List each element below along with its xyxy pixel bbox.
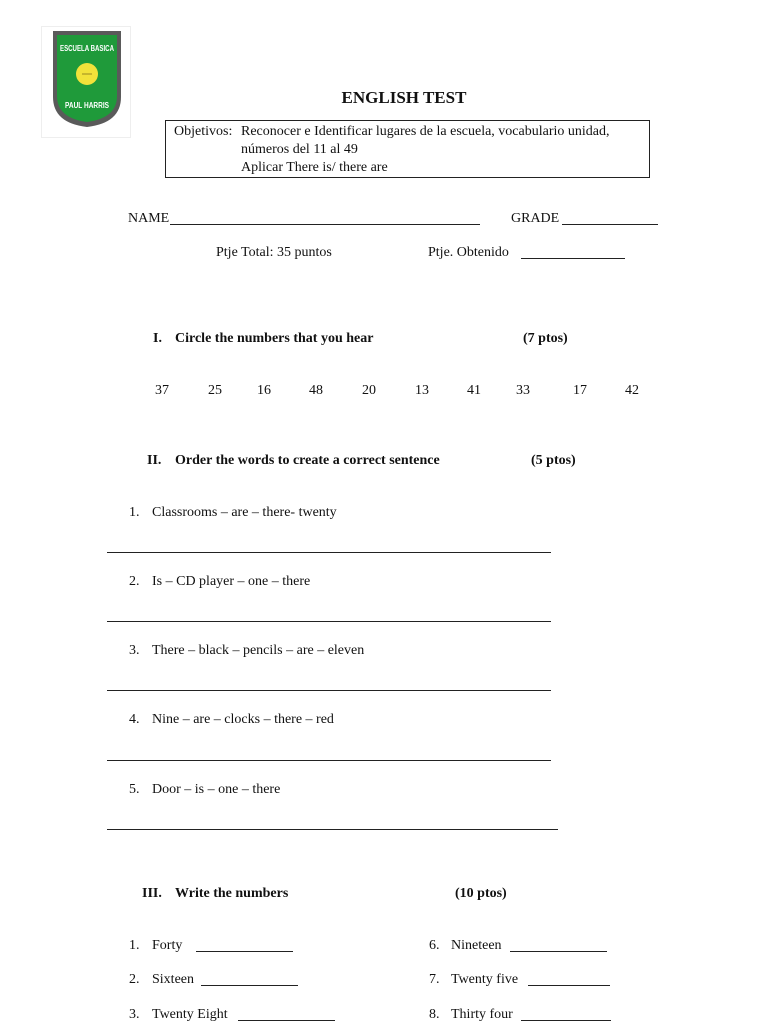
listen-number[interactable]: 20 xyxy=(362,383,376,398)
item-number: 7. xyxy=(429,972,440,987)
sentence-words: There – black – pencils – are – eleven xyxy=(152,643,365,658)
section-3-points: (10 ptos) xyxy=(455,886,507,901)
listen-number[interactable]: 42 xyxy=(625,383,639,398)
school-logo xyxy=(41,26,131,138)
listen-number[interactable]: 33 xyxy=(516,383,530,398)
number-word: Thirty four xyxy=(451,1007,513,1022)
section-3-numeral: III. xyxy=(142,886,162,901)
name-field[interactable] xyxy=(170,224,480,225)
sentence-words: Is – CD player – one – there xyxy=(152,574,311,589)
objectives-line-3: Aplicar There is/ there are xyxy=(241,160,388,175)
number-word: Twenty five xyxy=(451,972,519,987)
sentence-words: Door – is – one – there xyxy=(152,782,281,797)
item-number: 8. xyxy=(429,1007,440,1022)
number-answer-line[interactable] xyxy=(528,985,610,986)
score-obtained-label: Ptje. Obtenido xyxy=(428,245,509,260)
listen-number[interactable]: 17 xyxy=(573,383,587,398)
answer-line[interactable] xyxy=(107,552,551,553)
objectives-label: Objetivos: xyxy=(174,124,233,139)
item-number: 5. xyxy=(129,782,140,797)
item-number: 4. xyxy=(129,712,140,727)
answer-line[interactable] xyxy=(107,690,551,691)
section-1-title: Circle the numbers that you hear xyxy=(175,331,374,346)
item-number: 3. xyxy=(129,1007,140,1022)
item-number: 2. xyxy=(129,574,140,589)
sentence-words: Classrooms – are – there- twenty xyxy=(152,505,337,520)
listen-number[interactable]: 37 xyxy=(155,383,169,398)
school-shield-icon xyxy=(42,27,130,137)
item-number: 2. xyxy=(129,972,140,987)
listen-number[interactable]: 41 xyxy=(467,383,481,398)
item-number: 3. xyxy=(129,643,140,658)
objectives-line-2: números del 11 al 49 xyxy=(241,142,358,157)
item-number: 1. xyxy=(129,938,140,953)
listen-number[interactable]: 25 xyxy=(208,383,222,398)
section-2-numeral: II. xyxy=(147,453,162,468)
number-answer-line[interactable] xyxy=(521,1020,611,1021)
item-number: 6. xyxy=(429,938,440,953)
listen-number[interactable]: 13 xyxy=(415,383,429,398)
name-label: NAME xyxy=(128,211,170,226)
grade-label: GRADE xyxy=(511,211,560,226)
page-title: ENGLISH TEST xyxy=(341,88,467,107)
number-answer-line[interactable] xyxy=(238,1020,335,1021)
number-word: Sixteen xyxy=(152,972,194,987)
answer-line[interactable] xyxy=(107,829,558,830)
logo-bottom-text: PAUL HARRIS xyxy=(65,101,110,110)
sentence-words: Nine – are – clocks – there – red xyxy=(152,712,334,727)
grade-field[interactable] xyxy=(562,224,658,225)
listen-number[interactable]: 16 xyxy=(257,383,271,398)
score-obtained-field[interactable] xyxy=(521,258,625,259)
listen-number[interactable]: 48 xyxy=(309,383,323,398)
section-2-points: (5 ptos) xyxy=(531,453,576,468)
number-answer-line[interactable] xyxy=(510,951,607,952)
answer-line[interactable] xyxy=(107,760,551,761)
number-word: Twenty Eight xyxy=(152,1007,228,1022)
answer-line[interactable] xyxy=(107,621,551,622)
item-number: 1. xyxy=(129,505,140,520)
number-word: Forty xyxy=(152,938,183,953)
section-2-title: Order the words to create a correct sentence xyxy=(175,453,440,468)
number-answer-line[interactable] xyxy=(196,951,293,952)
section-3-title: Write the numbers xyxy=(175,886,289,901)
number-word: Nineteen xyxy=(451,938,502,953)
section-1-points: (7 ptos) xyxy=(523,331,568,346)
objectives-line-1: Reconocer e Identificar lugares de la escuela, vocabulario unidad, xyxy=(241,124,610,139)
logo-top-text: ESCUELA BASICA xyxy=(60,44,115,53)
number-answer-line[interactable] xyxy=(201,985,298,986)
score-total: Ptje Total: 35 puntos xyxy=(216,245,332,260)
section-1-numeral: I. xyxy=(153,331,162,346)
